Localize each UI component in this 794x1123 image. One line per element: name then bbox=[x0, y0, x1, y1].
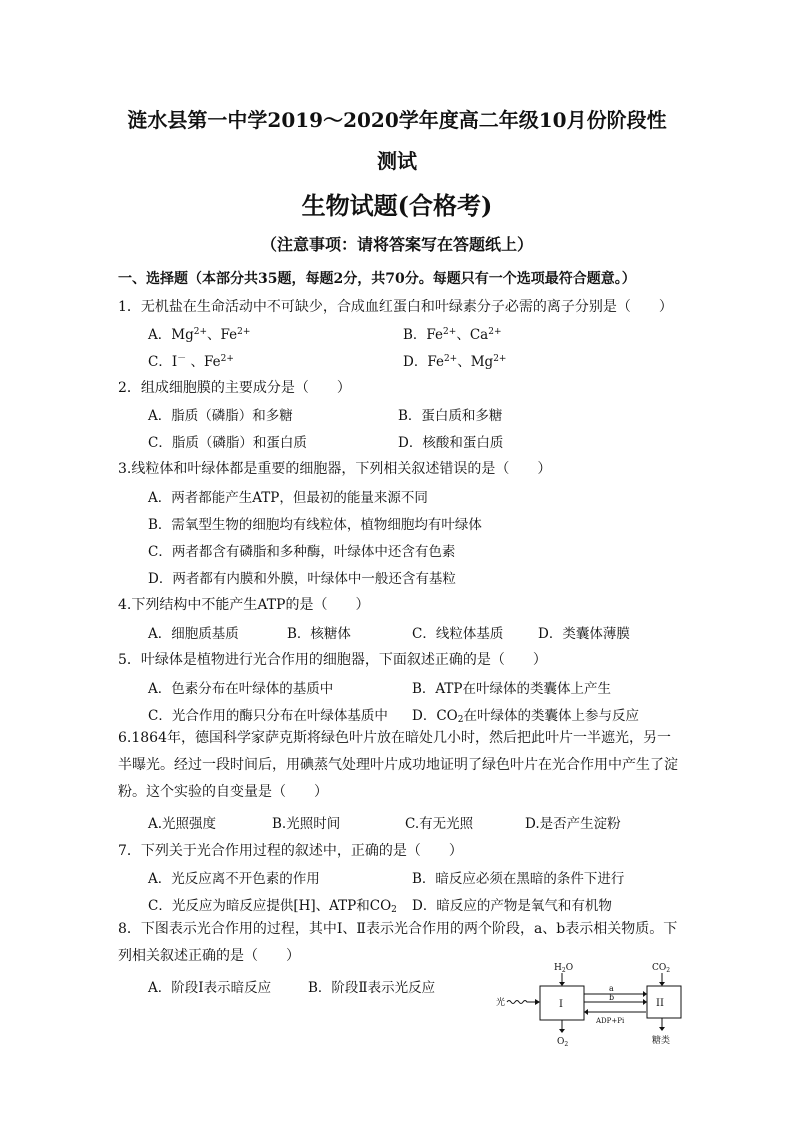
o2-label: $O_2$ bbox=[557, 1037, 569, 1048]
co2-label: $CO_2$ bbox=[652, 963, 671, 974]
o2-arrowhead bbox=[559, 1029, 565, 1033]
q2-stem: 2．组成细胞膜的主要成分是（ ） bbox=[118, 380, 351, 396]
q4-option-c: C．线粒体基质 bbox=[412, 626, 504, 642]
q2-option-b: B．蛋白质和多糖 bbox=[398, 408, 503, 424]
q3-stem: 3.线粒体和叶绿体都是重要的细胞器，下列相关叙述错误的是（ ） bbox=[118, 461, 552, 477]
light-arrowhead bbox=[535, 999, 540, 1005]
exam-title-line2: 测试 bbox=[377, 149, 417, 173]
sugar-arrowhead bbox=[659, 1027, 665, 1031]
q8-option-a: A．阶段Ⅰ表示暗反应 bbox=[148, 980, 272, 996]
stage-2-label: II bbox=[656, 998, 664, 1009]
q1-option-b: B．$Fe^{2+}$、$Ca^{2+}$ bbox=[403, 327, 502, 343]
arrowhead-a bbox=[643, 991, 647, 997]
sugar-label: 糖类 bbox=[652, 1036, 671, 1046]
q3-option-a: A．两者都能产生ATP，但最初的能量来源不同 bbox=[148, 490, 428, 506]
q7-option-b: B．暗反应必须在黑暗的条件下进行 bbox=[412, 871, 625, 887]
q4-option-a: A．细胞质基质 bbox=[148, 626, 239, 642]
q6-option-d: D.是否产生淀粉 bbox=[525, 816, 621, 832]
light-label: 光 bbox=[496, 998, 506, 1008]
q7-option-c: C．光反应为暗反应提供[H]、ATP和$CO_2$ bbox=[148, 898, 397, 915]
q3-option-b: B．需氧型生物的细胞均有线粒体，植物细胞均有叶绿体 bbox=[148, 517, 482, 533]
q7-option-a: A．光反应离不开色素的作用 bbox=[148, 871, 320, 887]
q6-option-a: A.光照强度 bbox=[148, 816, 217, 832]
exam-title-line1: 涟水县第一中学2019～2020学年度高二年级10月份阶段性 bbox=[127, 108, 667, 132]
light-wavy-arrow bbox=[507, 1001, 535, 1004]
co2-arrowhead bbox=[659, 982, 665, 986]
q8-option-b: B．阶段Ⅱ表示光反应 bbox=[308, 980, 436, 996]
adp-label: ADP+Pi bbox=[596, 1017, 625, 1025]
label-a: a bbox=[609, 984, 614, 993]
stage-2-box bbox=[647, 986, 681, 1018]
stage-1-label: I bbox=[559, 999, 563, 1010]
q7-option-d: D．暗反应的产物是氧气和有机物 bbox=[412, 898, 612, 914]
q8-stem: 8．下图表示光合作用的过程，其中Ⅰ、Ⅱ表示光合作用的两个阶段，a、b表示相关物质。下列相关叙述正确的是（ ） bbox=[118, 921, 678, 964]
q6-stem: 6.1864年，德国科学家萨克斯将绿色叶片放在暗处几小时，然后把此叶片一半遮光，另一半曝光。经过一段时间后，用碘蒸气处理叶片成功地证明了绿色叶片在光合作用中产生了淀粉。这个实验的自变量是（ ） bbox=[118, 730, 678, 800]
q5-option-d: D．$CO_2$在叶绿体的类囊体上参与反应 bbox=[412, 708, 639, 725]
arrowhead-b bbox=[643, 999, 647, 1005]
q1-option-a: A．$Mg^{2+}$、$Fe^{2+}$ bbox=[148, 327, 251, 343]
q4-option-b: B．核糖体 bbox=[287, 626, 351, 642]
h2o-arrowhead bbox=[559, 982, 565, 986]
q3-option-d: D．两者都有内膜和外膜，叶绿体中一般还含有基粒 bbox=[148, 571, 456, 587]
q5-option-c: C．光合作用的酶只分布在叶绿体基质中 bbox=[148, 708, 388, 724]
q3-option-c: C．两者都含有磷脂和多种酶，叶绿体中还含有色素 bbox=[148, 544, 456, 560]
q5-option-b: B．ATP在叶绿体的类囊体上产生 bbox=[412, 681, 612, 697]
q2-option-d: D．核酸和蛋白质 bbox=[398, 435, 504, 451]
q6-option-c: C.有无光照 bbox=[405, 816, 474, 832]
exam-notice: （注意事项：请将答案写在答题纸上） bbox=[260, 235, 533, 254]
q1-option-d: D．$Fe^{2+}$、$Mg^{2+}$ bbox=[403, 354, 507, 370]
photosynthesis-diagram bbox=[490, 958, 710, 1048]
q2-option-a: A．脂质（磷脂）和多糖 bbox=[148, 408, 293, 424]
q1-stem: 1．无机盐在生命活动中不可缺少，合成血红蛋白和叶绿素分子必需的离子分别是（ ） bbox=[118, 299, 673, 315]
q4-option-d: D．类囊体薄膜 bbox=[538, 626, 630, 642]
q5-stem: 5．叶绿体是植物进行光合作用的细胞器，下面叙述正确的是（ ） bbox=[118, 652, 547, 668]
q5-option-a: A．色素分布在叶绿体的基质中 bbox=[148, 681, 334, 697]
adp-arrowhead bbox=[584, 1009, 588, 1015]
q1-option-c: C．I－ 、$Fe^{2+}$ bbox=[148, 354, 234, 370]
q4-stem: 4.下列结构中不能产生ATP的是（ ） bbox=[118, 597, 370, 613]
q6-option-b: B.光照时间 bbox=[272, 816, 341, 832]
q2-option-c: C．脂质（磷脂）和蛋白质 bbox=[148, 435, 307, 451]
exam-subject: 生物试题(合格考) bbox=[301, 191, 493, 220]
section-heading: 一、选择题（本部分共35题，每题2分，共70分。每题只有一个选项最符合题意。） bbox=[118, 271, 636, 287]
label-b: b bbox=[609, 993, 615, 1002]
q7-stem: 7．下列关于光合作用过程的叙述中，正确的是（ ） bbox=[118, 843, 463, 859]
h2o-label: $H_2O$ bbox=[554, 963, 574, 974]
